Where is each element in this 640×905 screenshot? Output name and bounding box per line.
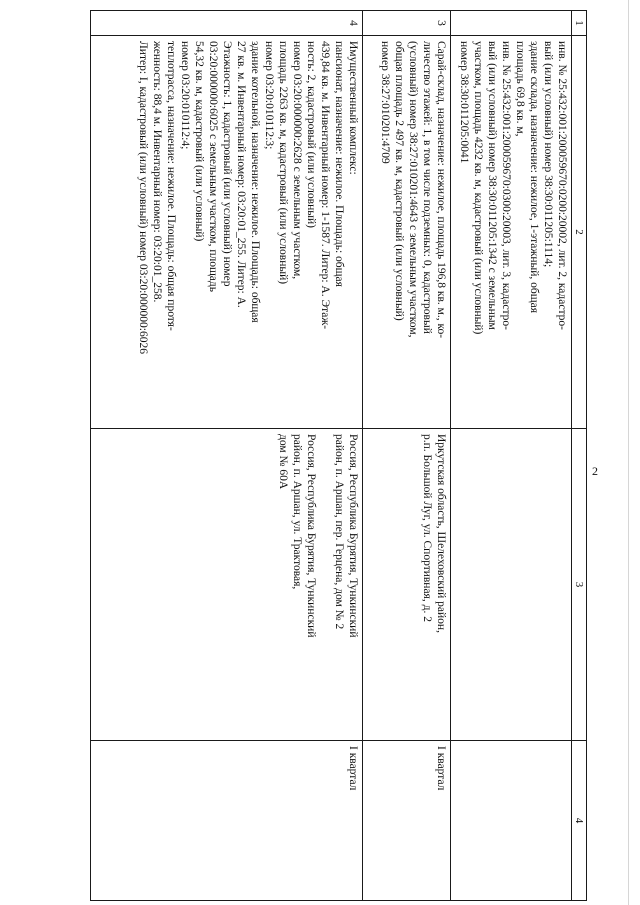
scan-edge <box>628 0 629 905</box>
period: I квартал <box>363 741 451 901</box>
page-number: 2 <box>592 464 598 478</box>
description-line: номер 03:20:010112:3; <box>263 41 275 150</box>
description-line: теплотрасса, назначение: нежилое. Площадь: общая протя- <box>165 41 177 331</box>
description-line: инв. № 25:432:001:200059670:0200:20002, лит. 2, кадастро- <box>556 41 568 330</box>
description-line: общая площадь 2 497 кв. м, кадастровый (или условный) <box>393 41 405 321</box>
description-line: пансионат, назначение: нежилое. Площадь: общая <box>333 41 345 287</box>
property-description <box>451 36 572 429</box>
address-line: Россия, Республика Бурятия, Тункинский <box>305 434 317 638</box>
period <box>451 741 572 901</box>
description-line: номер 03:20:000000:2628 с земельным участком, <box>291 41 303 280</box>
description-line: (условный) номер 38:27:010201:4643 с земельным участком, <box>407 41 419 338</box>
description-line: вый (или условный) номер 38:30:011205:1342 с земельным <box>486 41 498 330</box>
period: I квартал <box>91 741 363 901</box>
description-line: номер 38:30:011205:0041 <box>458 41 470 164</box>
address-line: Россия, Республика Бурятия, Тункинский <box>347 434 359 638</box>
description-line: женность: 88,4 м. Инвентарный номер: 03:20:01_258. <box>151 41 163 303</box>
rotated-page-content <box>90 10 587 900</box>
description-line: площадь 69,8 кв. м, <box>514 41 526 137</box>
description-line: Сарай-склад, назначение: нежилое, площадь 196,8 кв. м., ко- <box>435 41 447 339</box>
column-header-4: 4 <box>572 741 587 901</box>
description-line: номер 38:27:010201:4709 <box>379 41 391 164</box>
description-line: площадь 2263 кв. м, кадастровый (или условный) <box>277 41 289 285</box>
address-line <box>318 434 332 735</box>
description-line: инв. № 25:432:001:200059670:0300:20003, лит. 3, кадастро- <box>500 41 512 330</box>
row-number <box>451 11 572 36</box>
description-line: 54,32 кв. м, кадастровый (или условный) <box>193 41 205 242</box>
property-address <box>363 429 451 741</box>
column-header-3: 3 <box>572 429 587 741</box>
table-row <box>91 11 363 901</box>
address-line: район, п. Аршан, пер. Герцена, дом № 2 <box>333 434 345 630</box>
table-row <box>451 11 572 901</box>
table-row <box>363 11 451 901</box>
description-line: участком, площадь 4232 кв. м, кадастровый (или условный) <box>472 41 484 335</box>
description-line: Литер: I, кадастровый (или условный) номер 03:20:000000:6026 <box>137 41 149 354</box>
description-line: здание склада, назначение: нежилое, 1-этажный, общая <box>528 41 540 313</box>
description-line: 439,84 кв. м. Инвентарный номер: 1-1587. Литер: А. Этаж- <box>319 41 331 330</box>
property-description <box>91 36 363 429</box>
row-number: 3 <box>363 11 451 36</box>
description-line: номер 03:20:010112:4; <box>179 41 191 150</box>
description-line: 27 кв. м. Инвентарный номер: 03:20:01_255. Литер: А. <box>235 41 247 308</box>
column-header-2: 2 <box>572 36 587 429</box>
column-header-1: 1 <box>572 11 587 36</box>
description-line: Этажность: 1, кадастровый (или условный) номер <box>221 41 233 287</box>
description-line: здание котельной, назначение: нежилое. Площадь: общая <box>249 41 261 323</box>
address-line: дом № 60А <box>277 434 289 490</box>
row-number: 4 <box>91 11 363 36</box>
description-line: Имущественный комплекс: <box>347 41 359 175</box>
header-row <box>572 11 587 901</box>
address-line: район, п. Аршан, ул. Трактовая, <box>291 434 303 590</box>
description-line: 03:20:000000:6025 с земельным участком, площадь <box>207 41 219 293</box>
description-line: вый (или условный) номер 38:30:011205:1114; <box>542 41 554 268</box>
address-line: р.п. Большой Луг, ул. Спортивная, д. 2 <box>421 434 433 622</box>
property-address <box>451 429 572 741</box>
description-line: ность: 2, кадастровый (или условный) <box>305 41 317 228</box>
property-address <box>91 429 363 741</box>
address-line: Иркутская область, Шелеховский район, <box>435 434 447 633</box>
description-line: личество этажей: 1, в том числе подземных: 0, кадастровый <box>421 41 433 334</box>
property-table <box>90 10 587 901</box>
property-description <box>363 36 451 429</box>
